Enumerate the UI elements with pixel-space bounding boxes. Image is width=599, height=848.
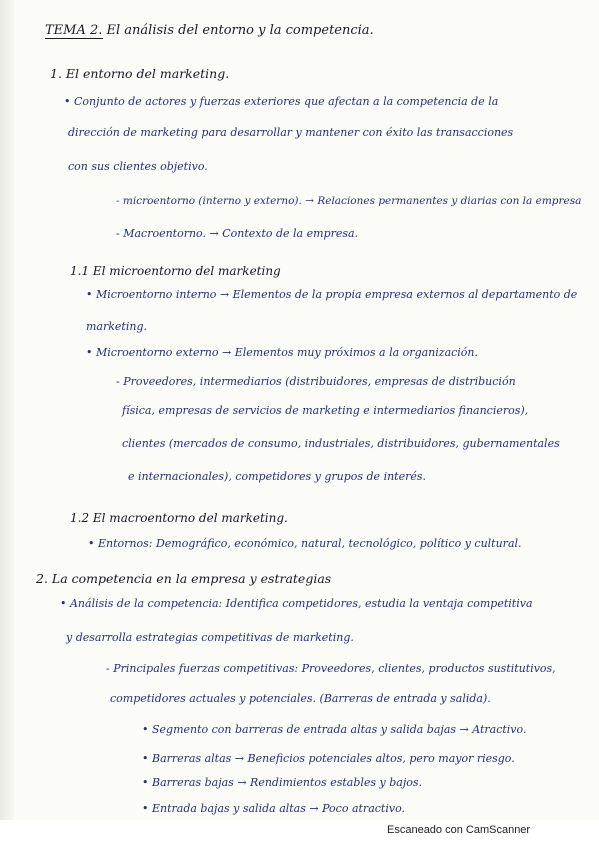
text-line: e internacionales), competidores y grupos de interés.: [128, 470, 427, 483]
text-line: • Conjunto de actores y fuerzas exteriores que afectan a la competencia de la: [64, 95, 499, 108]
text-line: clientes (mercados de consumo, industriales, distribuidores, gubernamentales: [122, 437, 560, 450]
text-line: - Proveedores, intermediarios (distribuidores, empresas de distribución: [116, 375, 516, 388]
text-line: • Microentorno externo → Elementos muy próximos a la organización.: [86, 346, 479, 359]
text-line: marketing.: [86, 320, 147, 333]
scanner-watermark: Escaneado con CamScanner: [387, 824, 531, 836]
heading-section-1: 1. El entorno del marketing.: [50, 66, 230, 81]
text-line: • Microentorno interno → Elementos de la propia empresa externos al departamento de: [86, 288, 578, 301]
text-line: física, empresas de servicios de marketing e intermediarios financieros),: [122, 404, 529, 417]
heading-section-1-1: 1.1 El microentorno del marketing: [70, 264, 281, 278]
text-line: y desarrolla estrategias competitivas de marketing.: [66, 631, 354, 644]
text-line: • Entrada bajas y salida altas → Poco atractivo.: [142, 802, 405, 815]
text-line: - Principales fuerzas competitivas: Proveedores, clientes, productos sustitutivos,: [106, 662, 556, 675]
text-line: • Barreras altas → Beneficios potenciales altos, pero mayor riesgo.: [142, 752, 515, 765]
text-line: - microentorno (interno y externo). → Relaciones permanentes y diarias con la empresa: [116, 195, 582, 207]
text-line: con sus clientes objetivo.: [68, 160, 208, 173]
text-line: • Barreras bajas → Rendimientos estables y bajos.: [142, 776, 423, 789]
page-title: TEMA 2. El análisis del entorno y la competencia.: [45, 23, 374, 38]
text-line: • Segmento con barreras de entrada altas y salida bajas → Atractivo.: [142, 723, 527, 736]
text-line: dirección de marketing para desarrollar y mantener con éxito las transacciones: [68, 126, 514, 139]
text-line: • Análisis de la competencia: Identifica competidores, estudia la ventaja competitiva: [60, 597, 533, 610]
page-edge: [0, 0, 14, 848]
text-line: competidores actuales y potenciales. (Barreras de entrada y salida).: [110, 692, 491, 705]
heading-section-1-2: 1.2 El macroentorno del marketing.: [70, 511, 288, 525]
text-line: • Entornos: Demográfico, económico, natural, tecnológico, político y cultural.: [88, 537, 522, 550]
title-underline: [45, 38, 103, 39]
text-line: - Macroentorno. → Contexto de la empresa.: [116, 227, 359, 240]
heading-section-2: 2. La competencia en la empresa y estrategias: [36, 571, 332, 586]
